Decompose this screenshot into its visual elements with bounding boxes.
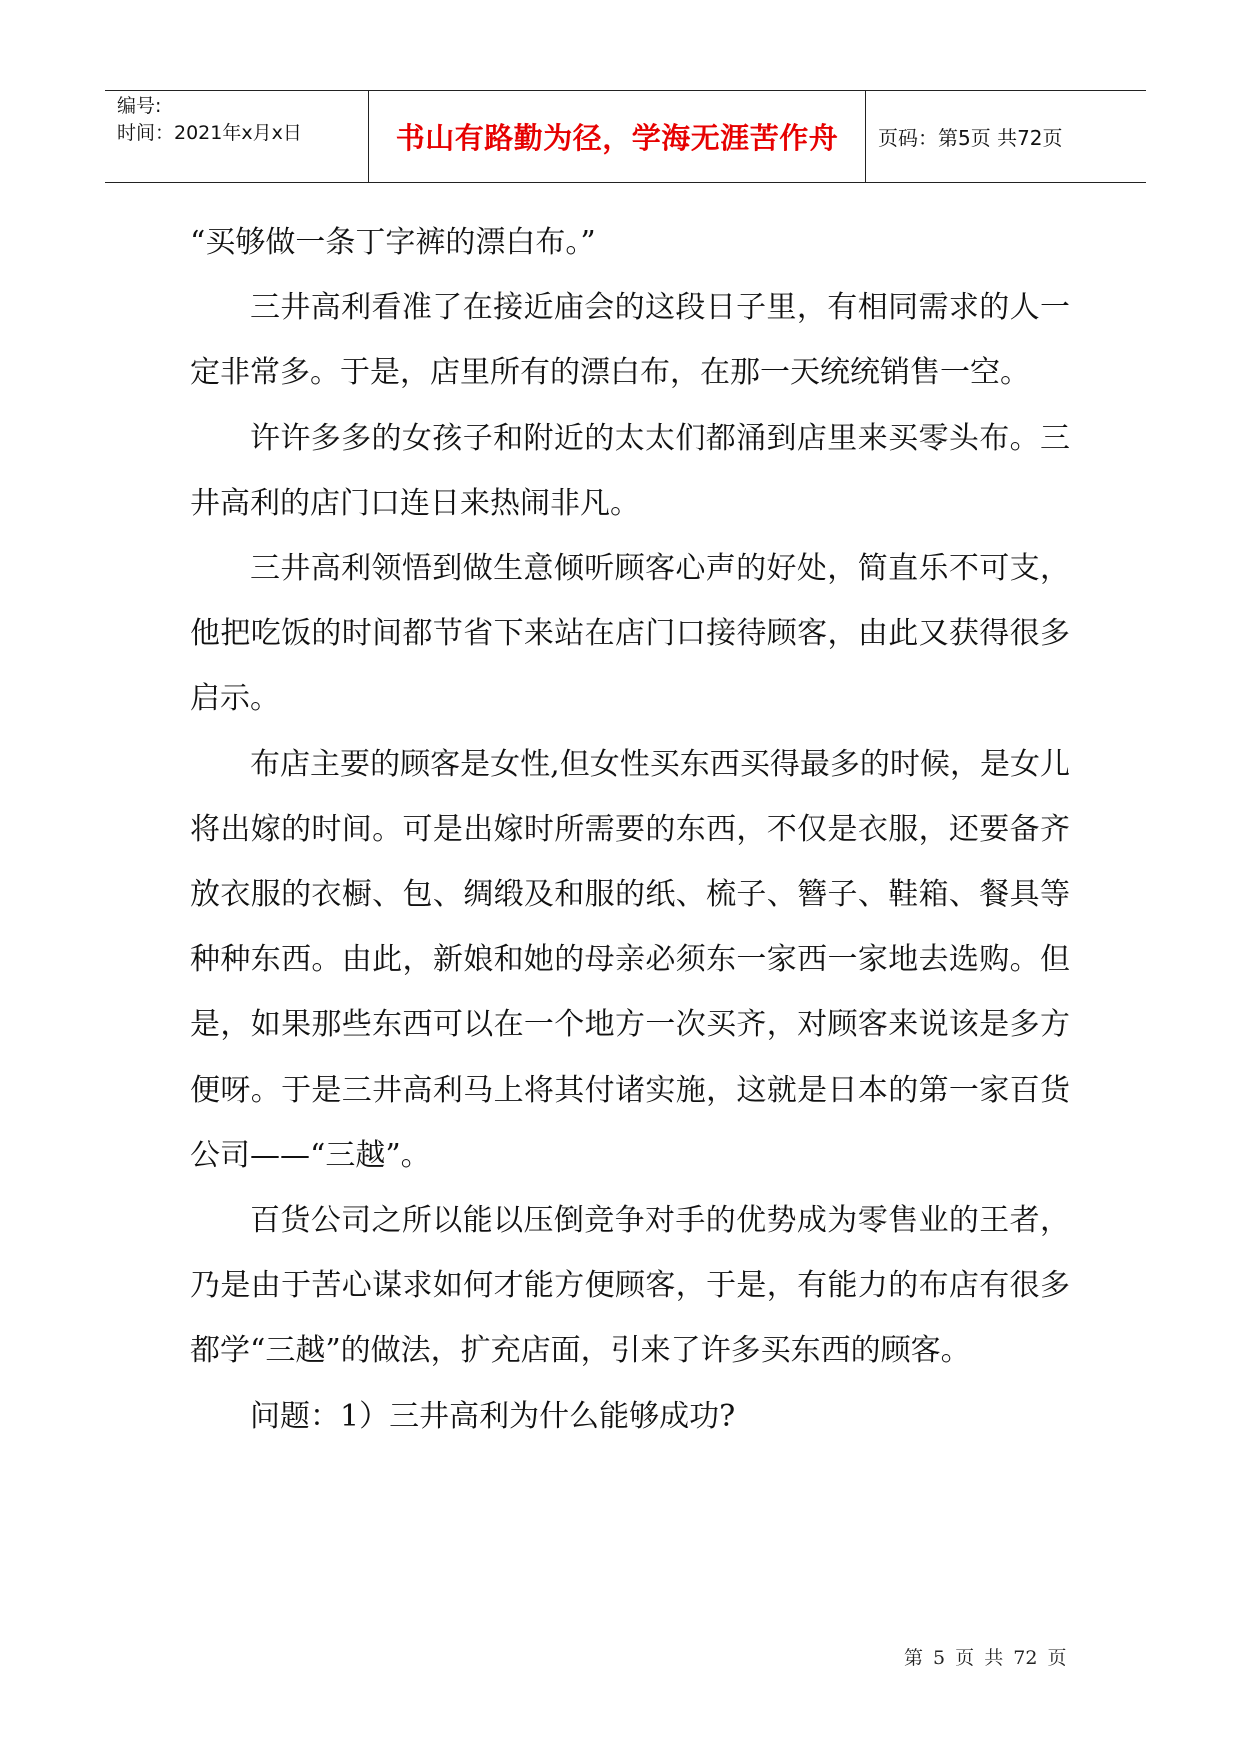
body-paragraph: 三井高利领悟到做生意倾听顾客心声的好处，简直乐不可支，他把吃饭的时间都节省下来站在店门口接待顾客，由此又获得很多启示。	[190, 551, 1070, 717]
page-header	[105, 90, 1146, 183]
header-meta-cell	[105, 91, 369, 182]
question-paragraph: 问题：1）三井高利为什么能够成功?	[250, 1398, 736, 1434]
body-paragraph: 三井高利看准了在接近庙会的这段日子里，有相同需求的人一定非常多。于是，店里所有的漂白布，在那一天统统销售一空。	[190, 290, 1070, 391]
page-footer: 第 5 页 共 72 页	[904, 1647, 1067, 1669]
body-paragraph: “买够做一条丁字裤的漂白布。”	[190, 225, 596, 260]
body-paragraph: 许许多多的女孩子和附近的太太们都涌到店里来买零头布。三井高利的店门口连日来热闹非凡。	[190, 420, 1070, 521]
header-page-code: 页码：第5页 共72页	[878, 126, 1063, 150]
document-time-label: 时间：2021年x月x日	[117, 122, 302, 144]
document-number-label: 编号:	[117, 95, 162, 117]
document-body	[190, 210, 1070, 1449]
header-motto-cell	[369, 91, 866, 182]
header-motto: 书山有路勤为径，学海无涯苦作舟	[395, 121, 839, 155]
body-paragraph: 百货公司之所以能以压倒竞争对手的优势成为零售业的王者，乃是由于苦心谋求如何才能方便顾客，于是，有能力的布店有很多都学“三越”的做法，扩充店面，引来了许多买东西的顾客。	[190, 1203, 1070, 1369]
body-paragraph: 布店主要的顾客是女性,但女性买东西买得最多的时候，是女儿将出嫁的时间。可是出嫁时所需要的东西，不仅是衣服，还要备齐放衣服的衣橱、包、绸缎及和服的纸、梳子、簪子、鞋箱、餐具等种种东西。由此，新娘和她的母亲必须东一家西一家地去选购。但是，如果那些东西可以在一个地方一次买齐，对顾客来说该是多方便呀。于是三井高利马上将其付诸实施，这就是日本的第一家百货公司——“三越”。	[190, 746, 1070, 1173]
header-page-cell	[866, 91, 1146, 182]
